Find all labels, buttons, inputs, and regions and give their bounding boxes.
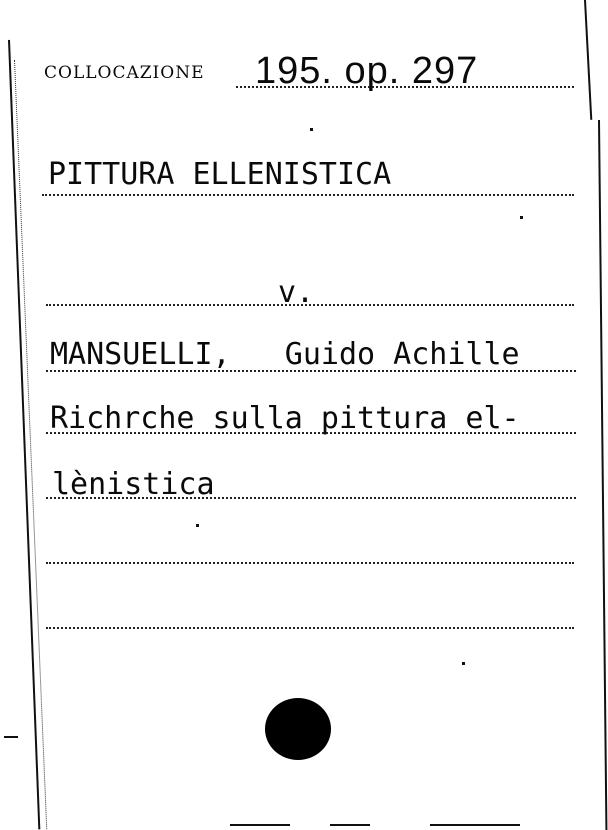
collocazione-label: COLLOCAZIONE: [44, 63, 205, 83]
scan-speck: [462, 662, 465, 665]
shelf-mark-dotted-rule: [236, 86, 574, 88]
blank-dotted-rule-2: [46, 627, 574, 629]
scan-speck: [330, 824, 370, 826]
title-line-2-dotted-rule: [46, 497, 576, 499]
scan-speck: [520, 216, 523, 219]
scan-speck: [430, 824, 520, 826]
scan-speck: [4, 736, 18, 738]
title-line-1: Richrche sulla pittura el-: [50, 401, 520, 436]
subject-dotted-rule: [42, 194, 574, 196]
blank-dotted-rule-1: [46, 562, 574, 564]
scan-speck: [196, 524, 199, 527]
card-right-edge-top: [584, 0, 592, 120]
subject-heading: PITTURA ELLENISTICA: [48, 157, 392, 192]
title-line-2: lènistica: [52, 467, 215, 502]
card-left-edge: [8, 40, 40, 829]
card-right-edge: [598, 120, 607, 830]
see-reference: v.: [278, 275, 315, 310]
card-left-inner-edge: [14, 60, 47, 829]
see-dotted-rule: [46, 304, 574, 306]
author-name: MANSUELLI, Guido Achille: [50, 337, 520, 372]
author-dotted-rule: [46, 370, 576, 372]
shelf-mark: 195. op. 297: [255, 50, 479, 92]
title-line-1-dotted-rule: [46, 432, 576, 434]
scan-speck: [230, 824, 290, 826]
card-punch-hole: [265, 698, 331, 760]
scan-speck: [310, 128, 313, 131]
